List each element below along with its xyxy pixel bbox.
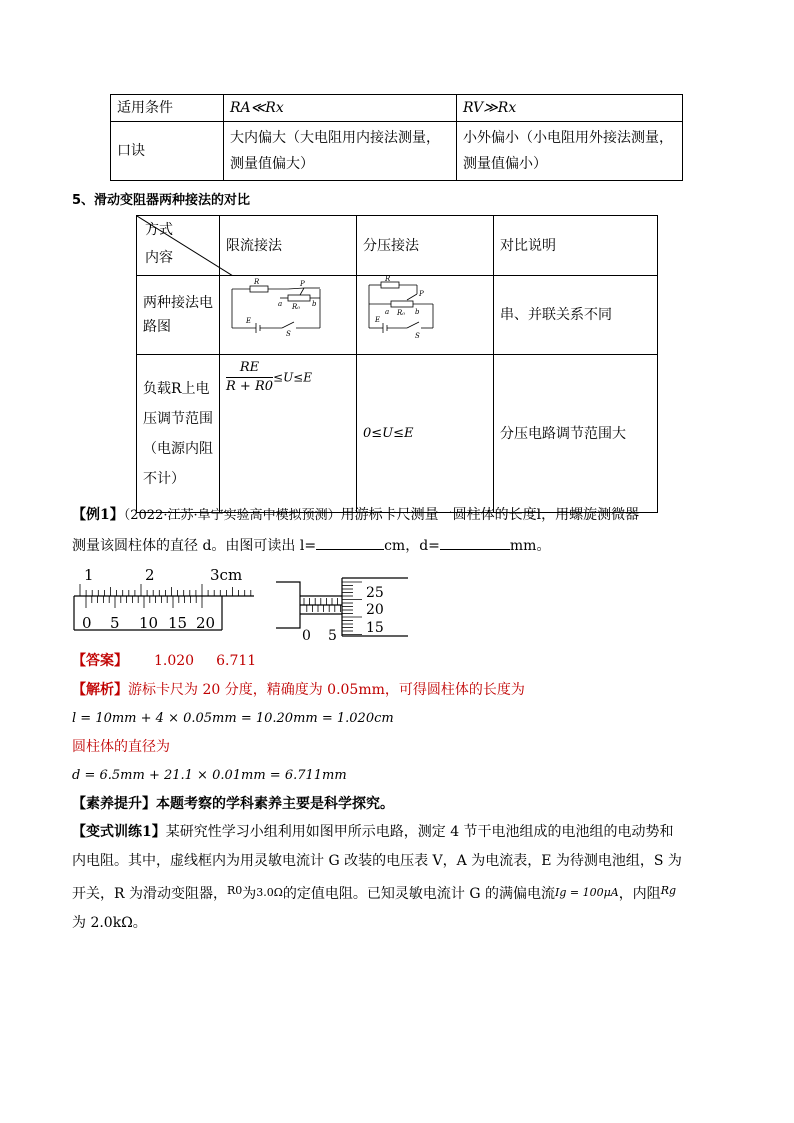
analysis-text-2: 圆柱体的直径为 <box>72 739 170 755</box>
mnemonic-label: 口诀 <box>111 122 224 181</box>
vernier-label-5: 5 <box>110 614 120 632</box>
svg-text:R: R <box>385 276 391 283</box>
corner-bottom-label: 内容 <box>145 250 173 266</box>
svg-text:R₀: R₀ <box>397 309 406 317</box>
range-fraction-denominator: R + R0 <box>226 379 274 394</box>
variant-line-3a: 开关，R 为滑动变阻器， <box>72 886 227 902</box>
example-text-2: 测量该圆柱体的直径 d。由图可读出 l= <box>72 538 317 554</box>
thimble-label-25: 25 <box>366 585 384 601</box>
svg-text:S: S <box>286 330 291 338</box>
analysis-line <box>72 675 722 705</box>
resistance-method-table <box>110 94 683 181</box>
variant-paragraph <box>72 818 722 938</box>
range-inequality: ≤U≤E <box>273 370 312 385</box>
svg-text:b: b <box>415 308 420 316</box>
variant-line-4: 为 2.0kΩ。 <box>72 915 147 931</box>
r0-value: 3.0Ω <box>256 886 283 899</box>
answer-line <box>72 646 722 676</box>
limiting-circuit-diagram <box>220 276 356 346</box>
svg-text:P: P <box>419 290 424 298</box>
variant-line-2: 内电阻。其中，虚线框内为用灵敏电流计 G 改装的电压表 V，A 为电流表，E 为待测电池组，S 为 <box>72 853 682 869</box>
header-divider: 分压接法 <box>357 216 494 276</box>
micrometer-figure <box>272 574 412 644</box>
corner-top-label: 方式 <box>145 222 173 238</box>
ig-value: Ig = 100μA <box>555 886 619 899</box>
vernier-label-0: 0 <box>82 614 92 632</box>
analysis-text: 游标卡尺为 20 分度，精确度为 0.05mm，可得圆柱体的长度为 <box>128 682 525 698</box>
variant-line-1: 某研究性学习小组利用如图甲所示电路，测定 4 节干电池组成的电池组的电动势和 <box>165 824 674 840</box>
svg-text:S: S <box>415 332 420 340</box>
rheostat-comparison-table <box>136 215 658 513</box>
variant-line-3d: ，内阻 <box>618 886 661 902</box>
example-tag: 【例1】 <box>72 507 124 523</box>
svg-text:P: P <box>300 280 305 288</box>
svg-text:b: b <box>312 300 317 308</box>
vernier-label-15: 15 <box>168 614 188 632</box>
main-scale-label-1: 1 <box>84 566 94 584</box>
limiting-circuit-cell <box>220 276 357 355</box>
thimble-label-15: 15 <box>366 620 384 636</box>
condition-label: 适用条件 <box>111 95 224 122</box>
variant-tag: 【变式训练1】 <box>72 824 166 840</box>
mnemonic-external: 小外偏小（小电阻用外接法测量，测量值偏小） <box>457 122 683 181</box>
range-row-label: 负载R上电压调节范围（电源内阻不计） <box>137 355 220 513</box>
literacy-line: 【素养提升】本题考察的学科素养主要是科学探究。 <box>72 796 394 812</box>
svg-text:a: a <box>278 300 283 308</box>
vernier-caliper-figure <box>72 564 262 634</box>
limiting-range <box>220 355 357 513</box>
vernier-label-20: 20 <box>196 614 216 632</box>
r0-symbol: R0 <box>227 884 243 897</box>
circuit-row-label: 两种接法电路图 <box>137 276 220 355</box>
example-paragraph <box>72 500 722 561</box>
analysis-tag: 【解析】 <box>72 682 128 698</box>
main-scale-label-3: 3cm <box>210 566 243 584</box>
svg-text:a: a <box>385 308 390 316</box>
sleeve-label-5: 5 <box>328 628 337 644</box>
svg-text:E: E <box>246 317 252 325</box>
divider-circuit-cell <box>357 276 494 355</box>
analysis-equation-1: l = 10mm + 4 × 0.05mm = 10.20mm = 1.020cm <box>72 711 394 726</box>
answer-tag: 【答案】 <box>72 653 128 669</box>
thimble-label-20: 20 <box>366 602 384 618</box>
svg-text:R: R <box>254 278 260 286</box>
circuit-compare: 串、并联关系不同 <box>494 276 658 355</box>
range-compare: 分压电路调节范围大 <box>494 355 658 513</box>
condition-external: RV≫Rx <box>457 95 683 122</box>
analysis-equation-2: d = 6.5mm + 21.1 × 0.01mm = 6.711mm <box>72 768 347 783</box>
answer-value-2: 6.711 <box>216 653 257 669</box>
condition-internal: RA≪Rx <box>224 95 457 122</box>
divider-range: 0≤U≤E <box>357 355 494 513</box>
divider-circuit-diagram <box>357 276 493 346</box>
example-unit-1: cm，d= <box>384 538 440 554</box>
sleeve-label-0: 0 <box>302 628 311 644</box>
vernier-label-10: 10 <box>139 614 159 632</box>
section-heading: 5、滑动变阻器两种接法的对比 <box>72 193 251 208</box>
svg-text:R₀: R₀ <box>292 303 301 311</box>
corner-cell <box>137 216 220 276</box>
answer-blank-d[interactable] <box>440 535 510 550</box>
answer-value-1: 1.020 <box>154 653 195 669</box>
range-fraction-numerator: RE <box>226 359 273 378</box>
main-scale-label-2: 2 <box>145 566 155 584</box>
mnemonic-internal: 大内偏大（大电阻用内接法测量，测量值偏大） <box>224 122 457 181</box>
variant-line-3c: 的定值电阻。已知灵敏电流计 G 的满偏电流 <box>282 886 555 902</box>
svg-text:E: E <box>375 316 381 324</box>
header-compare: 对比说明 <box>494 216 658 276</box>
example-source: （2022·江苏·阜宁实验高中模拟预测） <box>123 508 341 523</box>
answer-blank-l[interactable] <box>316 535 384 550</box>
example-unit-2: mm。 <box>509 538 551 554</box>
variant-line-3b: 为 <box>242 886 257 902</box>
example-text-1: 用游标卡尺测量一圆柱体的长度l，用螺旋测微器 <box>340 507 640 523</box>
header-limiting: 限流接法 <box>220 216 357 276</box>
rg-symbol: Rg <box>660 884 677 897</box>
